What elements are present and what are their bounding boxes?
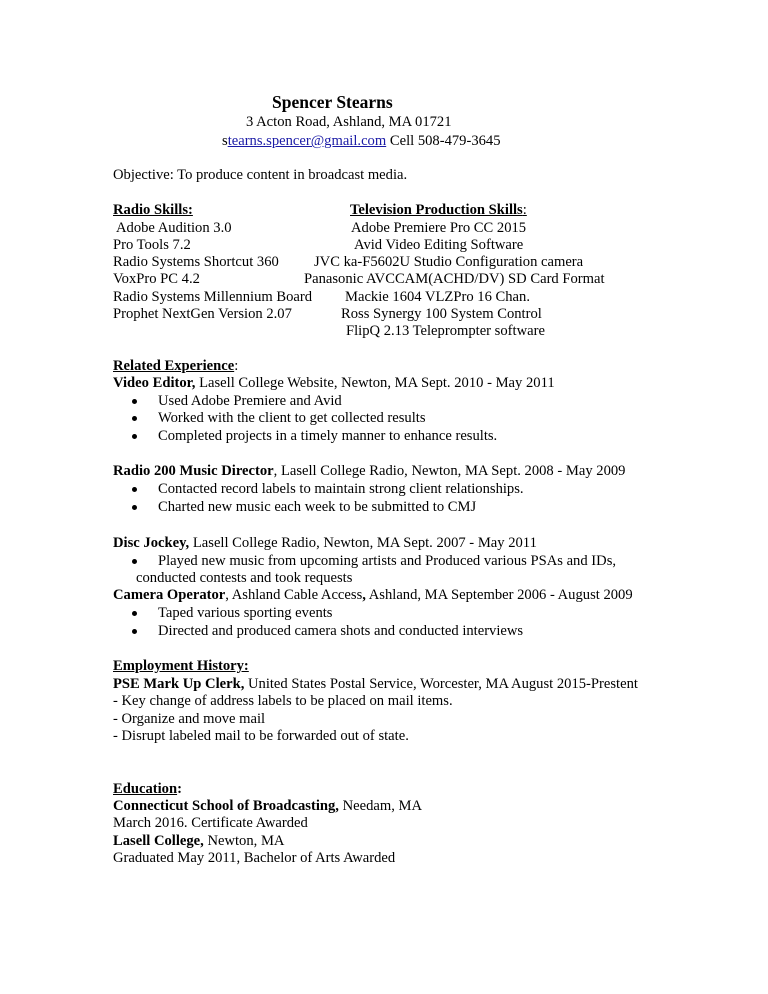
school-line: [113, 797, 422, 815]
bullet-icon: [132, 505, 137, 510]
radio-skill: Prophet NextGen Version 2.07: [113, 306, 292, 322]
applicant-name: Spencer Stearns: [272, 92, 393, 112]
job-bullet-continuation: conducted contests and took requests: [136, 570, 353, 586]
radio-skill: Adobe Audition 3.0: [116, 220, 232, 236]
job-title: Camera Operator: [113, 587, 226, 603]
job-title: Radio 200 Music Director: [113, 463, 274, 479]
phone: Cell 508-479-3645: [386, 133, 501, 149]
objective: Objective: To produce content in broadcast media.: [113, 167, 408, 183]
job-title: Disc Jockey,: [113, 535, 190, 551]
school-location: Newton, MA: [203, 833, 285, 849]
employment-item: - Organize and move mail: [113, 711, 266, 727]
job-bullet: Used Adobe Premiere and Avid: [158, 393, 342, 409]
bullet-icon: [132, 416, 137, 421]
school-location: Needam, MA: [338, 798, 423, 814]
education-colon: :: [177, 781, 182, 797]
employment-item: - Key change of address labels to be placed on mail items.: [113, 693, 453, 709]
tv-skill: JVC ka-F5602U Studio Configuration camera: [314, 254, 584, 270]
job-bullet: Completed projects in a timely manner to enhance results.: [158, 428, 498, 444]
bullet-icon: [132, 611, 137, 616]
job-detail: Lasell College Radio, Newton, MA Sept. 2007 - May 2011: [189, 535, 537, 551]
education-heading: [113, 780, 182, 798]
job-detail: Lasell College Website, Newton, MA Sept. 2010 - May 2011: [195, 375, 555, 391]
radio-skill: Radio Systems Millennium Board: [113, 289, 313, 305]
job-bullet: Charted new music each week to be submitted to CMJ: [158, 499, 477, 515]
employment-line: [113, 675, 638, 693]
school-name: Connecticut School of Broadcasting,: [113, 798, 339, 814]
email-prefix: s: [222, 133, 228, 149]
contact-line: [222, 132, 501, 150]
job-title: Video Editor,: [113, 375, 196, 391]
bullet-icon: [132, 399, 137, 404]
radio-skill: Radio Systems Shortcut 360: [113, 254, 279, 270]
radio-skill: Pro Tools 7.2: [113, 237, 191, 253]
school-name: Lasell College,: [113, 833, 204, 849]
tv-skill: Adobe Premiere Pro CC 2015: [351, 220, 527, 236]
email-link[interactable]: tearns.spencer@gmail.com: [227, 133, 387, 149]
education-heading-text: Education: [113, 781, 178, 797]
job-bullet: Taped various sporting events: [158, 605, 333, 621]
job-detail-comma: ,: [362, 587, 366, 603]
job-bullet: Worked with the client to get collected results: [158, 410, 426, 426]
tv-skills-heading-text: Television Production Skills: [350, 202, 523, 218]
job-bullet: Played new music from upcoming artists and Produced various PSAs and IDs,: [158, 553, 617, 569]
tv-skills-colon: :: [522, 202, 527, 218]
tv-skill: Mackie 1604 VLZPro 16 Chan.: [345, 289, 530, 305]
employment-detail: United States Postal Service, Worcester, MA August 2015-Prestent: [244, 676, 638, 692]
radio-skills-heading: [113, 201, 193, 219]
employment-heading-text: Employment History:: [113, 658, 249, 674]
school-line: [113, 832, 284, 850]
bullet-icon: [132, 487, 137, 492]
bullet-icon: [132, 629, 137, 634]
related-experience-heading: [113, 357, 238, 375]
job-line: [113, 586, 633, 604]
tv-skill: Avid Video Editing Software: [354, 237, 524, 253]
employment-title: PSE Mark Up Clerk,: [113, 676, 245, 692]
address: 3 Acton Road, Ashland, MA 01721: [246, 114, 452, 130]
job-detail: , Lasell College Radio, Newton, MA Sept. 2008 - May 2009: [273, 463, 626, 479]
tv-skills-heading: [350, 201, 527, 219]
related-experience-heading-text: Related Experience: [113, 358, 235, 374]
job-bullet: Directed and produced camera shots and conducted interviews: [158, 623, 524, 639]
job-line: [113, 534, 537, 552]
bullet-icon: [132, 559, 137, 564]
tv-skill: FlipQ 2.13 Teleprompter software: [346, 323, 545, 339]
job-detail-end: Ashland, MA September 2006 - August 2009: [365, 587, 633, 603]
employment-heading: [113, 657, 249, 675]
employment-item: - Disrupt labeled mail to be forwarded out of state.: [113, 728, 409, 744]
bullet-icon: [132, 434, 137, 439]
radio-skill: VoxPro PC 4.2: [113, 271, 200, 287]
radio-skills-heading-text: Radio Skills:: [113, 202, 193, 218]
tv-skill: Panasonic AVCCAM(ACHD/DV) SD Card Format: [304, 271, 605, 287]
job-line: [113, 462, 625, 480]
job-line: [113, 374, 555, 392]
job-bullet: Contacted record labels to maintain strong client relationships.: [158, 481, 524, 497]
school-note: Graduated May 2011, Bachelor of Arts Awarded: [113, 850, 396, 866]
tv-skill: Ross Synergy 100 System Control: [341, 306, 542, 322]
job-detail: , Ashland Cable Access: [225, 587, 363, 603]
related-experience-colon: :: [234, 358, 239, 374]
school-note: March 2016. Certificate Awarded: [113, 815, 308, 831]
